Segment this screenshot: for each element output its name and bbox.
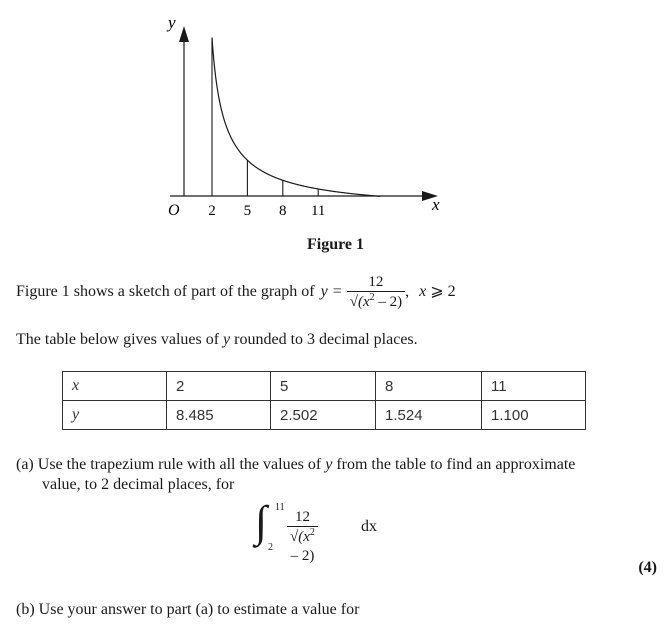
part-b-text: (b) Use your answer to part (a) to estimate a value for: [16, 601, 360, 618]
y-header-cell: y: [63, 401, 167, 430]
table-row-y: [63, 401, 586, 430]
intro-line: [16, 270, 456, 314]
x-tick-5: 5: [243, 203, 252, 219]
part-a-line-2: value, to 2 decimal places, for: [42, 476, 235, 493]
origin-label: O: [168, 202, 180, 219]
integral-lower-limit: 2: [268, 542, 273, 553]
intro-den-main: √(x: [349, 293, 370, 310]
intro-prefix: Figure 1 shows a sketch of part of the graph of: [16, 283, 315, 300]
curve: [212, 38, 380, 197]
x-value-cell: 8: [376, 372, 482, 401]
x-value-cell: 2: [167, 372, 271, 401]
integral-numerator: 12: [294, 509, 310, 525]
y-value-cell: 2.502: [271, 401, 376, 430]
integral-dx: dx: [361, 518, 377, 535]
figure-1-graph: [160, 10, 460, 220]
intro-den-exp: 2: [369, 291, 375, 303]
part-a-before: (a) Use the trapezium rule with all the values of: [16, 456, 326, 473]
table-intro-after: rounded to 3 decimal places.: [230, 331, 418, 348]
part-a-line-1: [16, 455, 575, 475]
table-intro-before: The table below gives values of: [16, 331, 224, 348]
y-value-cell: 8.485: [167, 401, 271, 430]
integral-sign: ∫: [255, 497, 268, 546]
intro-domain-rest: ⩾ 2: [430, 283, 456, 300]
integral-den-exp: 2: [309, 527, 315, 538]
x-value-cell: 5: [271, 372, 376, 401]
integral-upper-limit: 11: [275, 502, 285, 513]
intro-denominator: [347, 291, 405, 312]
y-axis-arrow: [179, 26, 189, 42]
y-value-cell: 1.100: [482, 401, 586, 430]
integral-denominator: [287, 526, 318, 566]
x-axis-label: x: [432, 195, 440, 214]
x-tick-11: 11: [310, 203, 326, 219]
intro-equals: =: [332, 283, 342, 300]
table-row-x: [63, 372, 586, 401]
y-axis-label: y: [168, 13, 176, 32]
x-value-cell: 11: [482, 372, 586, 401]
y-value-cell: 1.524: [376, 401, 482, 430]
intro-comma: ,: [405, 283, 410, 300]
integral-den-main: √(x: [290, 529, 310, 545]
x-tick-8: 8: [279, 203, 287, 219]
table-intro: [16, 330, 418, 350]
table-intro-var: y: [223, 331, 231, 348]
integral-fraction: [287, 508, 318, 566]
figure-caption: Figure 1: [306, 236, 365, 253]
integral-den-tail: – 2): [290, 548, 315, 564]
intro-den-tail: – 2): [374, 293, 403, 310]
x-tick-2: 2: [208, 203, 216, 219]
intro-domain-var: x: [419, 283, 427, 300]
part-a-marks: (4): [638, 559, 657, 576]
intro-y-var: y: [320, 283, 328, 300]
values-table: [62, 371, 586, 430]
intro-numerator: 12: [368, 273, 384, 290]
x-header-cell: x: [63, 372, 167, 401]
part-a-after: from the table to find an approximate: [332, 456, 576, 473]
part-a-var: y: [325, 456, 333, 473]
intro-fraction: [347, 273, 405, 312]
